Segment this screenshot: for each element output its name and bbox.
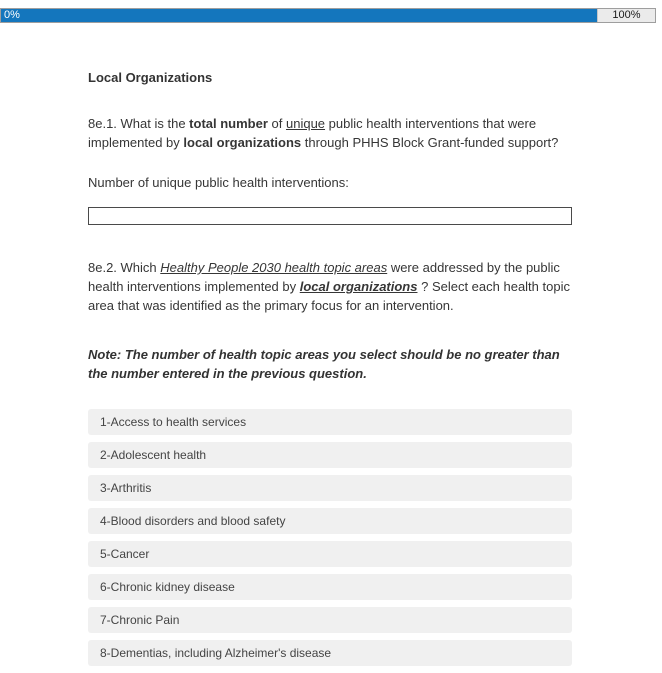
question-8e1-text: 8e.1. What is the <box>88 116 190 131</box>
question-8e1-bold-total-number: total number <box>189 116 268 131</box>
question-8e1-underline-unique: unique <box>285 116 326 131</box>
topic-option-arthritis[interactable]: 3-Arthritis <box>88 475 572 501</box>
question-8e2-text: ? Select each health topic area that was identified as the primary focus for an intervention. <box>88 279 570 313</box>
progress-track <box>597 9 655 22</box>
topic-option-chronic-kidney-disease[interactable]: 6-Chronic kidney disease <box>88 574 572 600</box>
survey-page <box>88 23 572 666</box>
topic-option-blood-disorders-and-blood-safety[interactable]: 4-Blood disorders and blood safety <box>88 508 572 534</box>
question-8e1-text: public health interventions that were implemented by <box>88 116 537 150</box>
topic-option-cancer[interactable]: 5-Cancer <box>88 541 572 567</box>
q1-input-label: Number of unique public health interventions: <box>88 175 349 190</box>
question-8e2-text: 8e.2. Which <box>88 260 161 275</box>
progress-start-label: 0% <box>4 9 20 21</box>
page-title: Local Organizations <box>88 70 213 85</box>
question-8e1-text: of <box>267 116 286 131</box>
progress-end-label: 100% <box>612 9 641 21</box>
question-8e2-emph-local-organizations: local organizations <box>299 279 418 294</box>
note-text: Note: The number of health topic areas you select should be no greater than the number entered in the previous question. <box>88 347 560 381</box>
question-8e1-bold-local-organizations: local organizations <box>183 135 302 150</box>
question-8e1-text: through PHHS Block Grant-funded support? <box>301 135 559 150</box>
topic-option-chronic-pain[interactable]: 7-Chronic Pain <box>88 607 572 633</box>
question-8e1 <box>88 114 572 152</box>
question-8e2-link-healthy-people-2030: Healthy People 2030 health topic areas <box>160 260 388 275</box>
progress-fill <box>1 9 597 22</box>
topic-option-adolescent-health[interactable]: 2-Adolescent health <box>88 442 572 468</box>
topic-option-dementias-including-alzheimers-disease[interactable]: 8-Dementias, including Alzheimer's disease <box>88 640 572 666</box>
question-8e2 <box>88 258 572 315</box>
q1-number-input[interactable] <box>88 207 572 225</box>
progress-bar <box>0 8 656 23</box>
topic-options-list <box>88 409 572 666</box>
question-8e2-text: were addressed by the public health interventions implemented by <box>88 260 560 294</box>
topic-option-access-to-health-services[interactable]: 1-Access to health services <box>88 409 572 435</box>
